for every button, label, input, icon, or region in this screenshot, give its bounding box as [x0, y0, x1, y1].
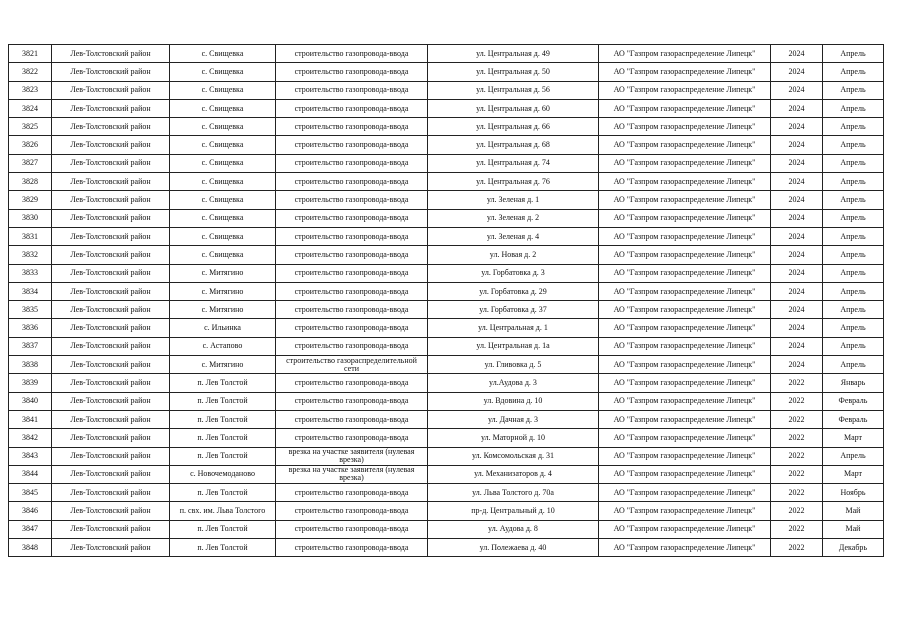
work-type-cell: строительство газопровода-ввода [276, 209, 428, 227]
address-cell: ул. Центральная д. 1 [428, 319, 599, 337]
month-cell: Март [823, 465, 884, 483]
work-type-cell: строительство газопровода-ввода [276, 337, 428, 355]
table-row [9, 136, 884, 154]
table-row [9, 484, 884, 502]
year-cell: 2022 [771, 447, 823, 465]
settlement-cell: с. Свищевка [170, 227, 276, 245]
settlement-cell: п. Лев Толстой [170, 520, 276, 538]
address-cell: ул. Дачная д. 3 [428, 410, 599, 428]
work-type-cell: строительство газопровода-ввода [276, 264, 428, 282]
address-cell: ул. Центральная д. 74 [428, 154, 599, 172]
row-number-cell: 3839 [9, 374, 52, 392]
row-number-cell: 3848 [9, 539, 52, 557]
district-cell: Лев-Толстовский район [52, 539, 170, 557]
district-cell: Лев-Толстовский район [52, 392, 170, 410]
settlement-cell: с. Ильинка [170, 319, 276, 337]
settlement-cell: с. Свищевка [170, 209, 276, 227]
district-cell: Лев-Толстовский район [52, 81, 170, 99]
table-row [9, 173, 884, 191]
table-row [9, 374, 884, 392]
settlement-cell: с. Свищевка [170, 99, 276, 117]
work-type-cell: строительство газопровода-ввода [276, 392, 428, 410]
address-cell: ул. Горбатовка д. 29 [428, 282, 599, 300]
month-cell: Апрель [823, 227, 884, 245]
row-number-cell: 3828 [9, 173, 52, 191]
work-type-cell: строительство газопровода-ввода [276, 81, 428, 99]
settlement-cell: с. Свищевка [170, 45, 276, 63]
district-cell: Лев-Толстовский район [52, 465, 170, 483]
work-type-cell: строительство газопровода-ввода [276, 154, 428, 172]
row-number-cell: 3835 [9, 301, 52, 319]
organization-cell: АО "Газпром газораспределение Липецк" [599, 63, 771, 81]
address-cell: ул.Аудова д. 3 [428, 374, 599, 392]
month-cell: Апрель [823, 173, 884, 191]
year-cell: 2024 [771, 337, 823, 355]
year-cell: 2022 [771, 539, 823, 557]
row-number-cell: 3829 [9, 191, 52, 209]
table-row [9, 447, 884, 465]
address-cell: ул. Зеленая д. 1 [428, 191, 599, 209]
year-cell: 2024 [771, 45, 823, 63]
work-type-cell: строительство газопровода-ввода [276, 246, 428, 264]
address-cell: ул. Гливовка д. 5 [428, 356, 599, 374]
year-cell: 2024 [771, 191, 823, 209]
month-cell: Апрель [823, 99, 884, 117]
table-row [9, 264, 884, 282]
district-cell: Лев-Толстовский район [52, 99, 170, 117]
address-cell: ул. Центральная д. 50 [428, 63, 599, 81]
organization-cell: АО "Газпром газораспределение Липецк" [599, 374, 771, 392]
address-cell: ул. Комсомольская д. 31 [428, 447, 599, 465]
row-number-cell: 3823 [9, 81, 52, 99]
month-cell: Апрель [823, 191, 884, 209]
month-cell: Май [823, 520, 884, 538]
organization-cell: АО "Газпром газораспределение Липецк" [599, 520, 771, 538]
work-type-cell: строительство газопровода-ввода [276, 99, 428, 117]
district-cell: Лев-Толстовский район [52, 356, 170, 374]
table-row [9, 63, 884, 81]
work-type-cell: строительство газораспределительной сети [276, 356, 428, 374]
district-cell: Лев-Толстовский район [52, 337, 170, 355]
year-cell: 2022 [771, 484, 823, 502]
table-row [9, 319, 884, 337]
work-type-cell: строительство газопровода-ввода [276, 45, 428, 63]
settlement-cell: с. Митягино [170, 301, 276, 319]
address-cell: ул. Центральная д. 66 [428, 118, 599, 136]
address-cell: ул. Зеленая д. 4 [428, 227, 599, 245]
address-cell: ул. Центральная д. 76 [428, 173, 599, 191]
table-body [9, 45, 884, 557]
settlement-cell: п. Лев Толстой [170, 374, 276, 392]
row-number-cell: 3847 [9, 520, 52, 538]
district-cell: Лев-Толстовский район [52, 410, 170, 428]
row-number-cell: 3822 [9, 63, 52, 81]
row-number-cell: 3840 [9, 392, 52, 410]
month-cell: Апрель [823, 209, 884, 227]
month-cell: Апрель [823, 337, 884, 355]
month-cell: Май [823, 502, 884, 520]
month-cell: Январь [823, 374, 884, 392]
month-cell: Апрель [823, 45, 884, 63]
work-type-cell: строительство газопровода-ввода [276, 136, 428, 154]
organization-cell: АО "Газпром газораспределение Липецк" [599, 465, 771, 483]
year-cell: 2022 [771, 465, 823, 483]
row-number-cell: 3831 [9, 227, 52, 245]
row-number-cell: 3826 [9, 136, 52, 154]
month-cell: Апрель [823, 447, 884, 465]
district-cell: Лев-Толстовский район [52, 319, 170, 337]
year-cell: 2022 [771, 392, 823, 410]
year-cell: 2022 [771, 502, 823, 520]
settlement-cell: п. Лев Толстой [170, 410, 276, 428]
table-row [9, 118, 884, 136]
table-row [9, 301, 884, 319]
month-cell: Апрель [823, 136, 884, 154]
work-type-cell: строительство газопровода-ввода [276, 374, 428, 392]
work-type-cell: строительство газопровода-ввода [276, 539, 428, 557]
table-row [9, 356, 884, 374]
table-row [9, 227, 884, 245]
organization-cell: АО "Газпром газораспределение Липецк" [599, 502, 771, 520]
district-cell: Лев-Толстовский район [52, 191, 170, 209]
month-cell: Февраль [823, 410, 884, 428]
settlement-cell: п. Лев Толстой [170, 447, 276, 465]
month-cell: Апрель [823, 118, 884, 136]
address-cell: ул. Вдовина д. 10 [428, 392, 599, 410]
address-cell: ул. Центральная д. 49 [428, 45, 599, 63]
address-cell: ул. Аудова д. 8 [428, 520, 599, 538]
district-cell: Лев-Толстовский район [52, 429, 170, 447]
organization-cell: АО "Газпром газораспределение Липецк" [599, 429, 771, 447]
work-type-cell: строительство газопровода-ввода [276, 520, 428, 538]
row-number-cell: 3846 [9, 502, 52, 520]
table-row [9, 99, 884, 117]
table-row [9, 282, 884, 300]
year-cell: 2024 [771, 264, 823, 282]
organization-cell: АО "Газпром газораспределение Липецк" [599, 136, 771, 154]
row-number-cell: 3845 [9, 484, 52, 502]
row-number-cell: 3833 [9, 264, 52, 282]
row-number-cell: 3832 [9, 246, 52, 264]
month-cell: Февраль [823, 392, 884, 410]
organization-cell: АО "Газпром газораспределение Липецк" [599, 356, 771, 374]
address-cell: ул. Горбатовка д. 37 [428, 301, 599, 319]
address-cell: пр-д. Центральный д. 10 [428, 502, 599, 520]
district-cell: Лев-Толстовский район [52, 227, 170, 245]
work-type-cell: врезка на участке заявителя (нулевая врезка) [276, 465, 428, 483]
organization-cell: АО "Газпром газораспределение Липецк" [599, 227, 771, 245]
district-cell: Лев-Толстовский район [52, 301, 170, 319]
district-cell: Лев-Толстовский район [52, 209, 170, 227]
organization-cell: АО "Газпром газораспределение Липецк" [599, 392, 771, 410]
year-cell: 2024 [771, 81, 823, 99]
year-cell: 2024 [771, 227, 823, 245]
year-cell: 2024 [771, 356, 823, 374]
organization-cell: АО "Газпром газораспределение Липецк" [599, 154, 771, 172]
work-type-cell: строительство газопровода-ввода [276, 118, 428, 136]
table-row [9, 81, 884, 99]
address-cell: ул. Новая д. 2 [428, 246, 599, 264]
year-cell: 2024 [771, 118, 823, 136]
settlement-cell: с. Свищевка [170, 246, 276, 264]
table-row [9, 539, 884, 557]
district-cell: Лев-Толстовский район [52, 484, 170, 502]
address-cell: ул. Центральная д. 56 [428, 81, 599, 99]
organization-cell: АО "Газпром газораспределение Липецк" [599, 81, 771, 99]
month-cell: Декабрь [823, 539, 884, 557]
row-number-cell: 3842 [9, 429, 52, 447]
organization-cell: АО "Газпром газораспределение Липецк" [599, 319, 771, 337]
organization-cell: АО "Газпром газораспределение Липецк" [599, 173, 771, 191]
year-cell: 2022 [771, 520, 823, 538]
month-cell: Апрель [823, 81, 884, 99]
gasification-registry-table [8, 44, 884, 557]
organization-cell: АО "Газпром газораспределение Липецк" [599, 447, 771, 465]
district-cell: Лев-Толстовский район [52, 136, 170, 154]
address-cell: ул. Механизаторов д. 4 [428, 465, 599, 483]
year-cell: 2024 [771, 282, 823, 300]
settlement-cell: с. Астапово [170, 337, 276, 355]
settlement-cell: с. Свищевка [170, 136, 276, 154]
district-cell: Лев-Толстовский район [52, 63, 170, 81]
month-cell: Апрель [823, 264, 884, 282]
year-cell: 2024 [771, 246, 823, 264]
row-number-cell: 3830 [9, 209, 52, 227]
month-cell: Апрель [823, 301, 884, 319]
table-row [9, 209, 884, 227]
year-cell: 2022 [771, 410, 823, 428]
table-row [9, 337, 884, 355]
year-cell: 2024 [771, 99, 823, 117]
row-number-cell: 3821 [9, 45, 52, 63]
address-cell: ул. Маторной д. 10 [428, 429, 599, 447]
month-cell: Апрель [823, 356, 884, 374]
table-row [9, 410, 884, 428]
year-cell: 2024 [771, 173, 823, 191]
organization-cell: АО "Газпром газораспределение Липецк" [599, 484, 771, 502]
settlement-cell: с. Свищевка [170, 154, 276, 172]
work-type-cell: строительство газопровода-ввода [276, 173, 428, 191]
work-type-cell: строительство газопровода-ввода [276, 484, 428, 502]
settlement-cell: п. Лев Толстой [170, 429, 276, 447]
row-number-cell: 3824 [9, 99, 52, 117]
organization-cell: АО "Газпром газораспределение Липецк" [599, 191, 771, 209]
district-cell: Лев-Толстовский район [52, 264, 170, 282]
row-number-cell: 3836 [9, 319, 52, 337]
settlement-cell: с. Свищевка [170, 118, 276, 136]
organization-cell: АО "Газпром газораспределение Липецк" [599, 282, 771, 300]
year-cell: 2022 [771, 374, 823, 392]
table-row [9, 465, 884, 483]
row-number-cell: 3844 [9, 465, 52, 483]
table-row [9, 520, 884, 538]
settlement-cell: с. Митягино [170, 356, 276, 374]
district-cell: Лев-Толстовский район [52, 502, 170, 520]
month-cell: Ноябрь [823, 484, 884, 502]
address-cell: ул. Центральная д. 60 [428, 99, 599, 117]
district-cell: Лев-Толстовский район [52, 447, 170, 465]
year-cell: 2024 [771, 154, 823, 172]
address-cell: ул. Центральная д. 1а [428, 337, 599, 355]
address-cell: ул. Полежаева д. 40 [428, 539, 599, 557]
table-row [9, 191, 884, 209]
table-row [9, 502, 884, 520]
year-cell: 2024 [771, 209, 823, 227]
row-number-cell: 3834 [9, 282, 52, 300]
settlement-cell: с. Свищевка [170, 63, 276, 81]
organization-cell: АО "Газпром газораспределение Липецк" [599, 337, 771, 355]
month-cell: Март [823, 429, 884, 447]
table-row [9, 246, 884, 264]
work-type-cell: врезка на участке заявителя (нулевая врезка) [276, 447, 428, 465]
work-type-cell: строительство газопровода-ввода [276, 502, 428, 520]
month-cell: Апрель [823, 63, 884, 81]
settlement-cell: с. Свищевка [170, 81, 276, 99]
address-cell: ул. Льва Толстого д. 70а [428, 484, 599, 502]
year-cell: 2024 [771, 301, 823, 319]
month-cell: Апрель [823, 319, 884, 337]
settlement-cell: с. Свищевка [170, 173, 276, 191]
district-cell: Лев-Толстовский район [52, 520, 170, 538]
row-number-cell: 3825 [9, 118, 52, 136]
month-cell: Апрель [823, 246, 884, 264]
district-cell: Лев-Толстовский район [52, 282, 170, 300]
year-cell: 2024 [771, 319, 823, 337]
organization-cell: АО "Газпром газораспределение Липецк" [599, 45, 771, 63]
year-cell: 2024 [771, 63, 823, 81]
work-type-cell: строительство газопровода-ввода [276, 282, 428, 300]
month-cell: Апрель [823, 154, 884, 172]
work-type-cell: строительство газопровода-ввода [276, 429, 428, 447]
district-cell: Лев-Толстовский район [52, 118, 170, 136]
work-type-cell: строительство газопровода-ввода [276, 191, 428, 209]
address-cell: ул. Зеленая д. 2 [428, 209, 599, 227]
work-type-cell: строительство газопровода-ввода [276, 63, 428, 81]
address-cell: ул. Центральная д. 68 [428, 136, 599, 154]
organization-cell: АО "Газпром газораспределение Липецк" [599, 99, 771, 117]
row-number-cell: 3841 [9, 410, 52, 428]
organization-cell: АО "Газпром газораспределение Липецк" [599, 301, 771, 319]
table-row [9, 392, 884, 410]
table-row [9, 154, 884, 172]
row-number-cell: 3827 [9, 154, 52, 172]
district-cell: Лев-Толстовский район [52, 246, 170, 264]
settlement-cell: с. Новочемоданово [170, 465, 276, 483]
district-cell: Лев-Толстовский район [52, 173, 170, 191]
row-number-cell: 3843 [9, 447, 52, 465]
work-type-cell: строительство газопровода-ввода [276, 410, 428, 428]
address-cell: ул. Горбатовка д. 3 [428, 264, 599, 282]
table-row [9, 429, 884, 447]
organization-cell: АО "Газпром газораспределение Липецк" [599, 246, 771, 264]
settlement-cell: с. Митягино [170, 264, 276, 282]
year-cell: 2024 [771, 136, 823, 154]
row-number-cell: 3837 [9, 337, 52, 355]
month-cell: Апрель [823, 282, 884, 300]
settlement-cell: п. Лев Толстой [170, 539, 276, 557]
organization-cell: АО "Газпром газораспределение Липецк" [599, 410, 771, 428]
organization-cell: АО "Газпром газораспределение Липецк" [599, 118, 771, 136]
organization-cell: АО "Газпром газораспределение Липецк" [599, 264, 771, 282]
organization-cell: АО "Газпром газораспределение Липецк" [599, 539, 771, 557]
settlement-cell: с. Митягино [170, 282, 276, 300]
settlement-cell: п. Лев Толстой [170, 392, 276, 410]
organization-cell: АО "Газпром газораспределение Липецк" [599, 209, 771, 227]
settlement-cell: п. свх. им. Льва Толстого [170, 502, 276, 520]
district-cell: Лев-Толстовский район [52, 154, 170, 172]
row-number-cell: 3838 [9, 356, 52, 374]
settlement-cell: с. Свищевка [170, 191, 276, 209]
work-type-cell: строительство газопровода-ввода [276, 301, 428, 319]
table-row [9, 45, 884, 63]
year-cell: 2022 [771, 429, 823, 447]
district-cell: Лев-Толстовский район [52, 45, 170, 63]
work-type-cell: строительство газопровода-ввода [276, 319, 428, 337]
district-cell: Лев-Толстовский район [52, 374, 170, 392]
work-type-cell: строительство газопровода-ввода [276, 227, 428, 245]
settlement-cell: п. Лев Толстой [170, 484, 276, 502]
